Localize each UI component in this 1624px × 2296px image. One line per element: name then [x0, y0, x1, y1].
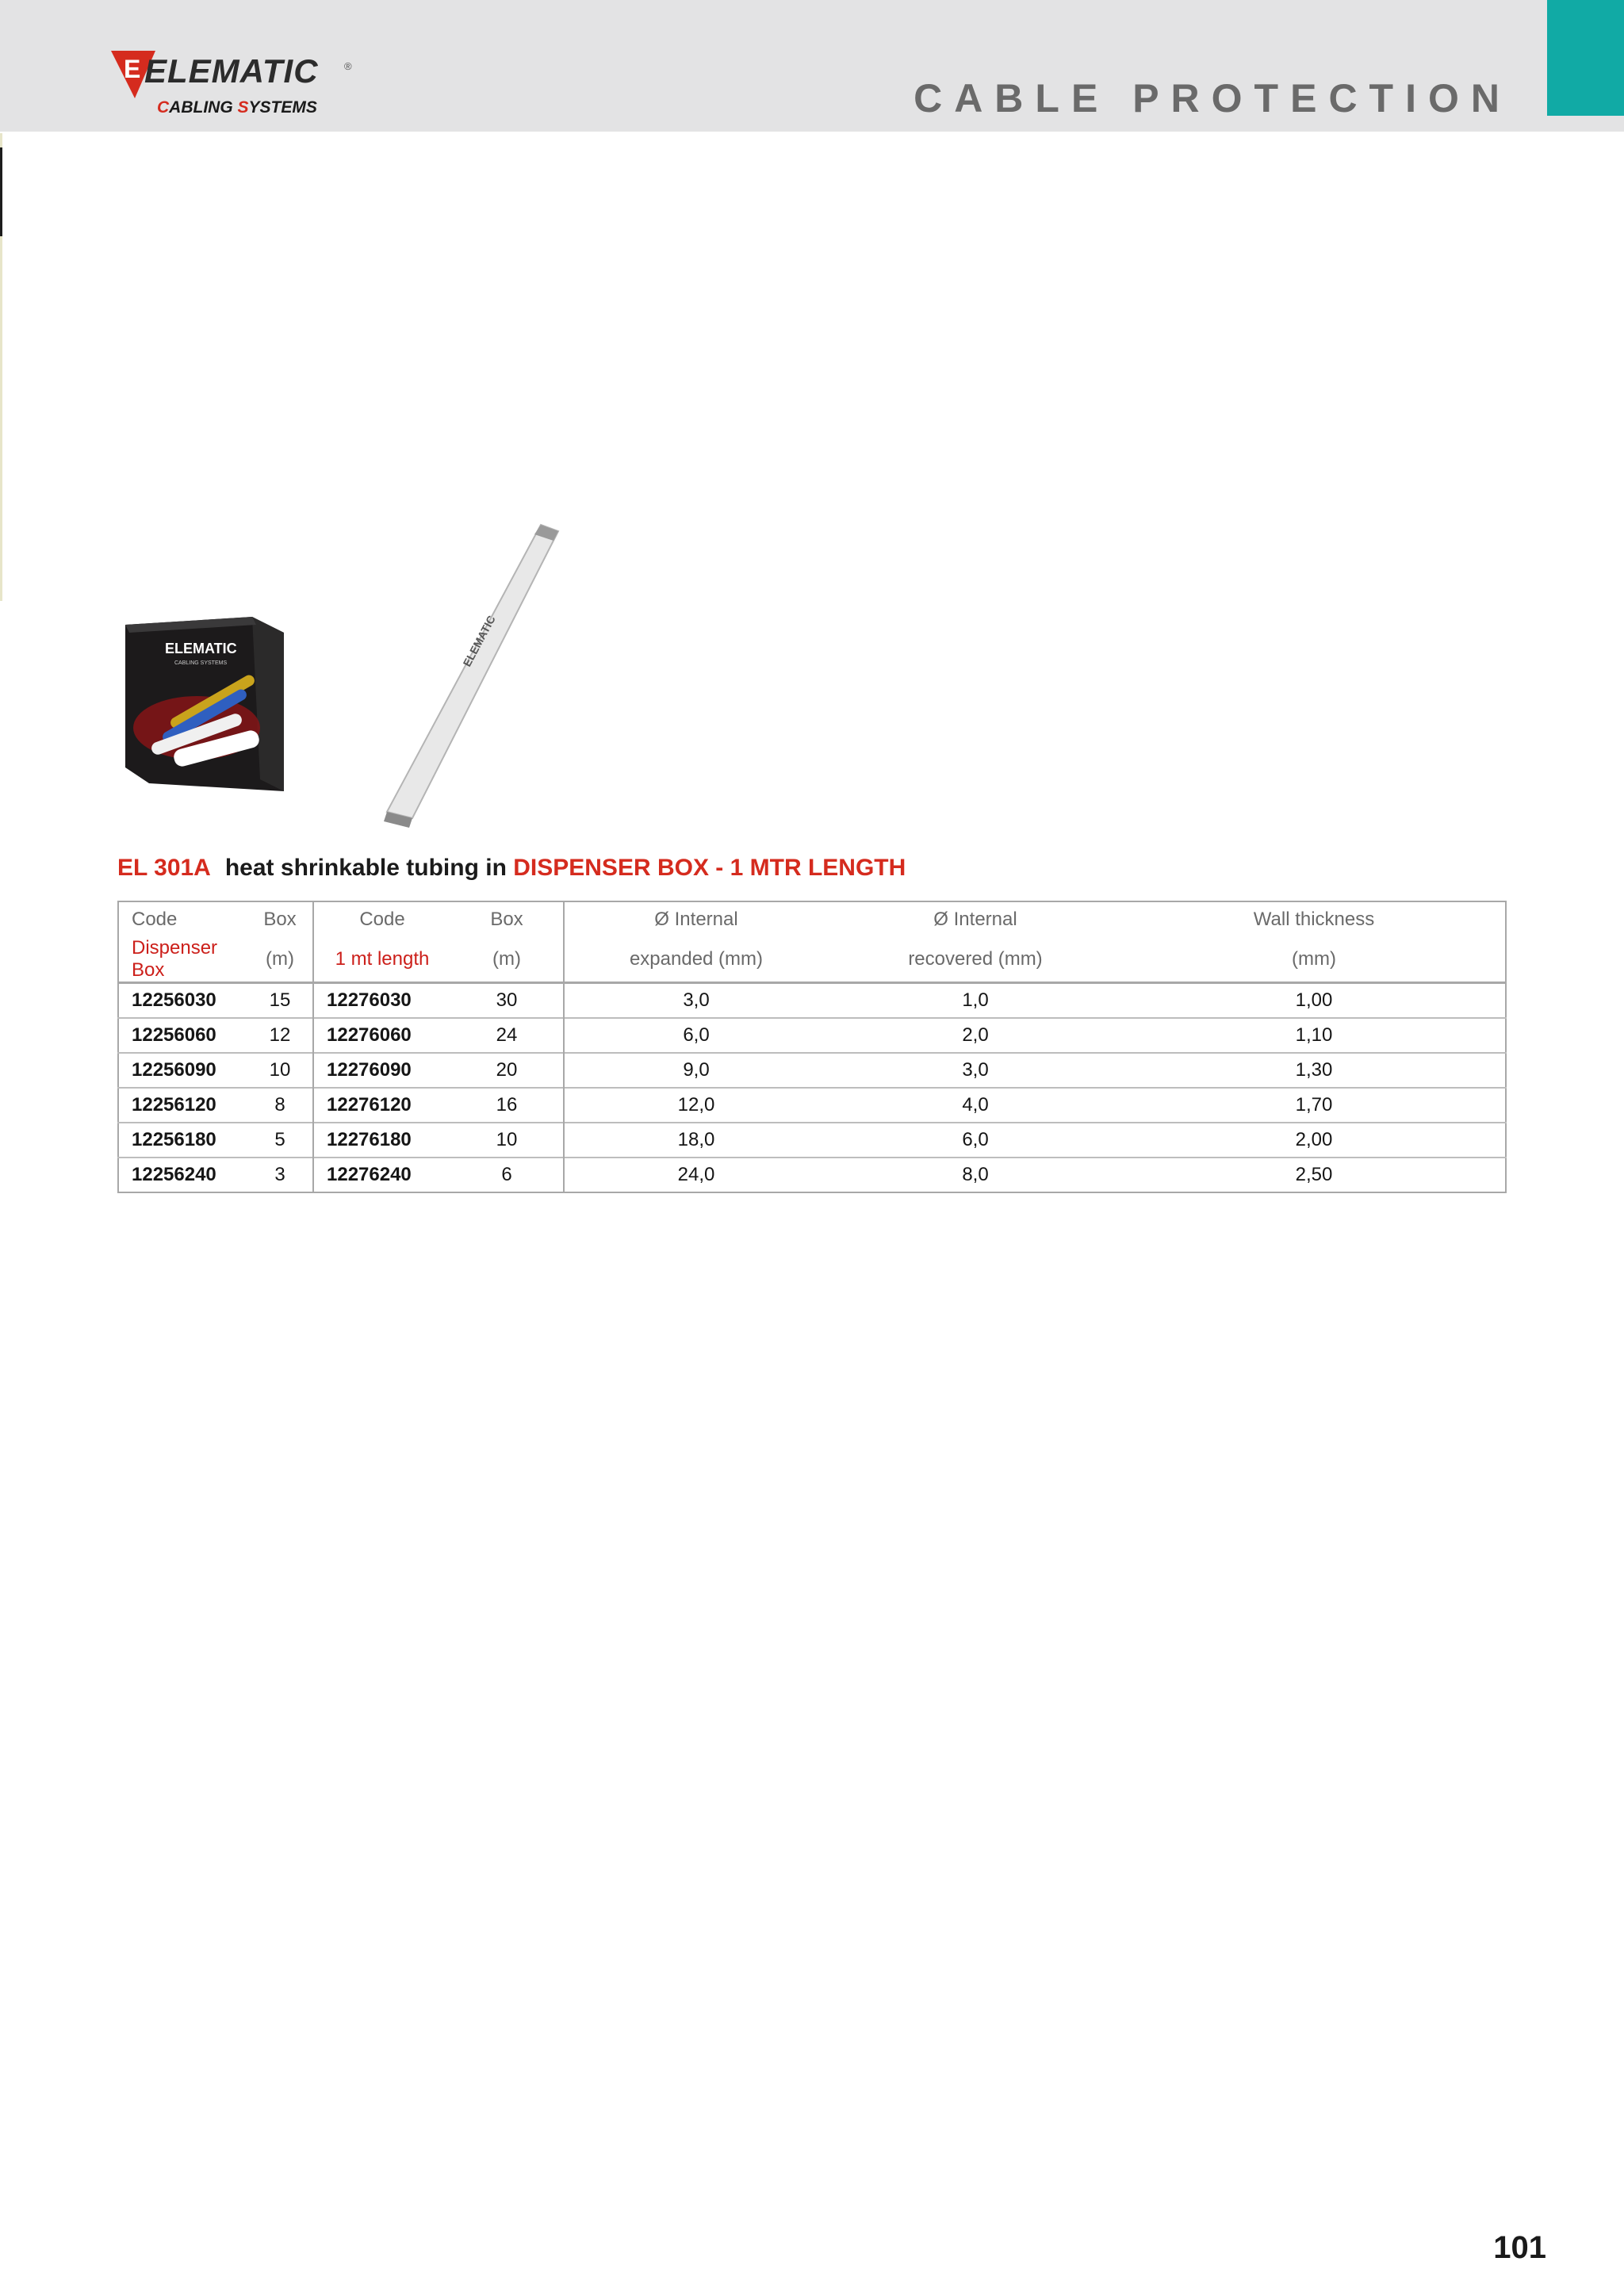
- col-header-wall-thickness: Wall thickness: [1253, 909, 1375, 930]
- product-code: EL 301A: [117, 855, 211, 881]
- elematic-logo: [111, 49, 357, 122]
- cell-box-length: 10: [450, 1123, 564, 1158]
- dispenser-box-image: [117, 609, 292, 799]
- section-color-tab: [1547, 0, 1624, 116]
- table-row: [118, 983, 1506, 1019]
- logo-wordmark: ELEMATIC: [144, 52, 319, 90]
- col-header-code-length: Code: [359, 909, 405, 930]
- cell-wall: 1,10: [1123, 1018, 1506, 1053]
- table-row: [118, 1018, 1506, 1053]
- cell-recovered: 8,0: [828, 1158, 1123, 1192]
- cell-box-length: 24: [450, 1018, 564, 1053]
- section-title: CABLE PROTECTION: [914, 76, 1511, 121]
- cell-recovered: 2,0: [828, 1018, 1123, 1053]
- spec-table: [117, 901, 1507, 1193]
- cell-code-length: 12276090: [313, 1053, 450, 1088]
- logo-registered-mark: ®: [344, 60, 352, 72]
- cell-wall: 1,00: [1123, 983, 1506, 1019]
- cell-box-length: 30: [450, 983, 564, 1019]
- cell-box: 12: [247, 1018, 313, 1053]
- cell-code-dispenser: 12256180: [118, 1123, 247, 1158]
- cell-box: 8: [247, 1088, 313, 1123]
- logo-initial: E: [124, 55, 141, 83]
- cell-recovered: 6,0: [828, 1123, 1123, 1158]
- cell-wall: 1,70: [1123, 1088, 1506, 1123]
- page-number: 101: [1493, 2230, 1546, 2265]
- cell-code-length: 12276240: [313, 1158, 450, 1192]
- cell-wall: 2,00: [1123, 1123, 1506, 1158]
- page-edge-mark: [0, 147, 2, 236]
- cell-code-length: 12276030: [313, 983, 450, 1019]
- cell-expanded: 12,0: [564, 1088, 828, 1123]
- cell-box: 15: [247, 983, 313, 1019]
- box-brand-label: ELEMATIC: [165, 641, 237, 656]
- subheader-wall-unit: (mm): [1292, 948, 1336, 970]
- cell-code-dispenser: 12256060: [118, 1018, 247, 1053]
- cell-expanded: 24,0: [564, 1158, 828, 1192]
- logo-subtitle: CABLING SYSTEMS: [157, 98, 317, 117]
- cell-box: 5: [247, 1123, 313, 1158]
- cell-box: 3: [247, 1158, 313, 1192]
- table-row: [118, 1088, 1506, 1123]
- cell-wall: 1,30: [1123, 1053, 1506, 1088]
- cell-code-length: 12276120: [313, 1088, 450, 1123]
- subheader-dispenser-box: Dispenser Box: [132, 937, 218, 981]
- table-row: [118, 1123, 1506, 1158]
- subheader-box-unit: (m): [247, 937, 313, 983]
- cell-recovered: 1,0: [828, 983, 1123, 1019]
- box-sub-label: CABLING SYSTEMS: [174, 660, 228, 666]
- col-header-internal-expanded: Ø Internal: [654, 909, 738, 930]
- cell-code-length: 12276180: [313, 1123, 450, 1158]
- col-header-box: Box: [247, 901, 313, 937]
- cell-code-dispenser: 12256240: [118, 1158, 247, 1192]
- cell-recovered: 3,0: [828, 1053, 1123, 1088]
- cell-wall: 2,50: [1123, 1158, 1506, 1192]
- cell-code-dispenser: 12256090: [118, 1053, 247, 1088]
- col-header-internal-recovered: Ø Internal: [933, 909, 1017, 930]
- product-description: heat shrinkable tubing in: [224, 855, 514, 881]
- table-header-row: [118, 901, 1506, 937]
- cell-box-length: 20: [450, 1053, 564, 1088]
- tube-brand-label: ELEMATIC: [460, 613, 498, 669]
- table-subheader-row: [118, 937, 1506, 983]
- cell-recovered: 4,0: [828, 1088, 1123, 1123]
- cell-code-dispenser: 12256030: [118, 983, 247, 1019]
- cell-box-length: 6: [450, 1158, 564, 1192]
- cell-expanded: 6,0: [564, 1018, 828, 1053]
- col-header-box-length: Box: [450, 901, 564, 937]
- product-highlight: DISPENSER BOX - 1 MTR LENGTH: [513, 855, 906, 881]
- col-header-code: Code: [132, 909, 178, 930]
- table-row: [118, 1053, 1506, 1088]
- cell-box-length: 16: [450, 1088, 564, 1123]
- cell-expanded: 9,0: [564, 1053, 828, 1088]
- cell-code-dispenser: 12256120: [118, 1088, 247, 1123]
- subheader-recovered: recovered (mm): [908, 948, 1043, 970]
- cell-box: 10: [247, 1053, 313, 1088]
- tube-image: [366, 517, 573, 834]
- subheader-1mt-length: 1 mt length: [335, 948, 430, 970]
- subheader-expanded: expanded (mm): [629, 948, 764, 970]
- cell-expanded: 3,0: [564, 983, 828, 1019]
- cell-code-length: 12276060: [313, 1018, 450, 1053]
- table-row: [118, 1158, 1506, 1192]
- subheader-box-length-unit: (m): [450, 937, 564, 983]
- cell-expanded: 18,0: [564, 1123, 828, 1158]
- product-title: [117, 855, 906, 882]
